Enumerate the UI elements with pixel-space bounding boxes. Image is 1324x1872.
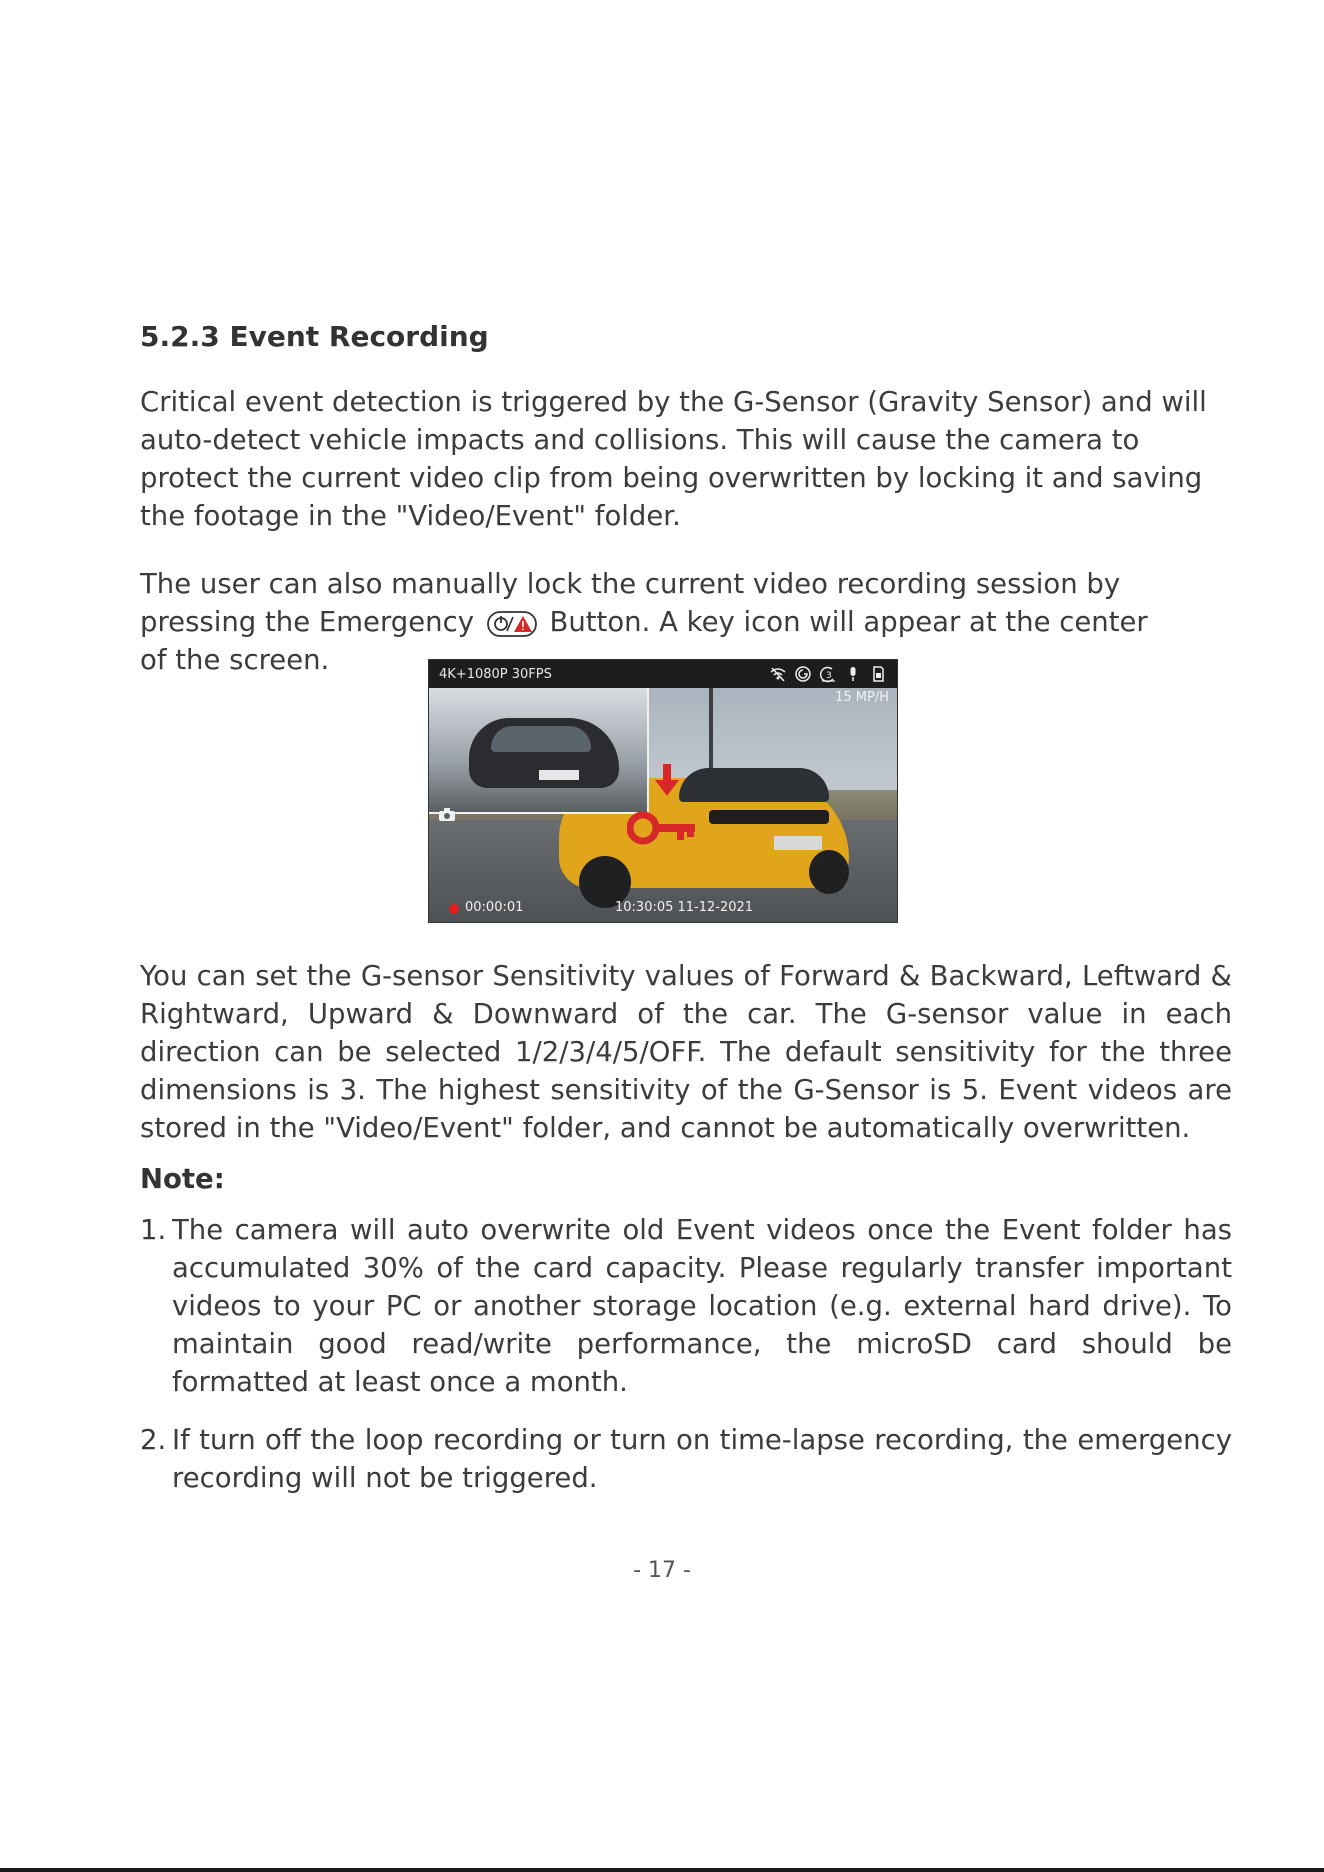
section-title: 5.2.3 Event Recording	[140, 320, 489, 353]
svg-text:3: 3	[826, 671, 832, 681]
paragraph-gsensor-sensitivity: You can set the G-sensor Sensitivity values of Forward & Backward, Leftward & Rightward, Upward & Downward of the car. The G-sensor value in each direction can be selected 1/2/3/4/5/OFF. The default sensitivity for the three dimensions is 3. The highest sensitivity of the G-Sensor is 5. Event videos are stored in the "Video/Event" folder, and cannot be automatically overwritten.	[140, 960, 1232, 1144]
note-title: Note:	[140, 1163, 225, 1195]
status-icons	[769, 665, 887, 683]
front-camera-pip	[429, 688, 649, 814]
camera-icon	[439, 808, 455, 821]
date-time: 10:30:05 11-12-2021	[615, 900, 754, 915]
page-number: - 17 -	[633, 1558, 691, 1583]
gps-icon	[794, 665, 812, 683]
rear-car-window	[679, 768, 829, 802]
wifi-off-icon	[769, 665, 787, 683]
manual-lock-text-last: of the screen.	[140, 644, 330, 676]
rear-car-wheel	[809, 850, 849, 894]
recording-dot-icon	[449, 904, 459, 914]
recording-time: 00:00:01	[465, 900, 524, 915]
list-item-number: 2.	[140, 1424, 167, 1456]
key-lock-icon	[627, 808, 699, 848]
page-bottom-rule	[0, 1868, 1324, 1872]
list-item-text: The camera will auto overwrite old Event videos once the Event folder has accumulated 30% of the card capacity. Please regularly transfer important videos to your PC or another storage location (e.g. external hard drive). To maintain good read/write performance, the microSD card should be formatted at least once a month.	[172, 1214, 1232, 1398]
manual-lock-text-start: The user can also manually lock the current video recording session by pressing the Emergency	[140, 568, 1121, 638]
note-list	[140, 1211, 1232, 1497]
manual-lock-text-end: Button. A key icon will appear at the center	[549, 606, 1148, 638]
dashcam-status-bar	[429, 660, 897, 688]
rear-car-taillight	[709, 810, 829, 824]
arrow-down-icon	[655, 764, 679, 798]
dashcam-screen-illustration	[428, 659, 898, 923]
list-item-text: If turn off the loop recording or turn on time-lapse recording, the emergency recording will not be triggered.	[172, 1424, 1232, 1494]
sd-card-icon	[869, 665, 887, 683]
speed-readout: 15 MP/H	[835, 690, 889, 705]
list-item	[140, 1421, 1232, 1497]
front-car-windshield	[491, 726, 591, 752]
list-item-number: 1.	[140, 1214, 167, 1246]
front-car-plate	[539, 770, 579, 780]
rear-car-plate	[774, 836, 822, 850]
microphone-icon	[844, 665, 862, 683]
list-item	[140, 1211, 1232, 1401]
emergency-button-icon	[487, 611, 537, 637]
paragraph-event-detection: Critical event detection is triggered by the G-Sensor (Gravity Sensor) and will auto-detect vehicle impacts and collisions. This will cause the camera to protect the current video clip from being overwritten by locking it and saving the footage in the "Video/Event" folder.	[140, 386, 1207, 532]
resolution-label: 4K+1080P 30FPS	[439, 666, 552, 682]
gsensor-level-icon	[819, 665, 837, 683]
